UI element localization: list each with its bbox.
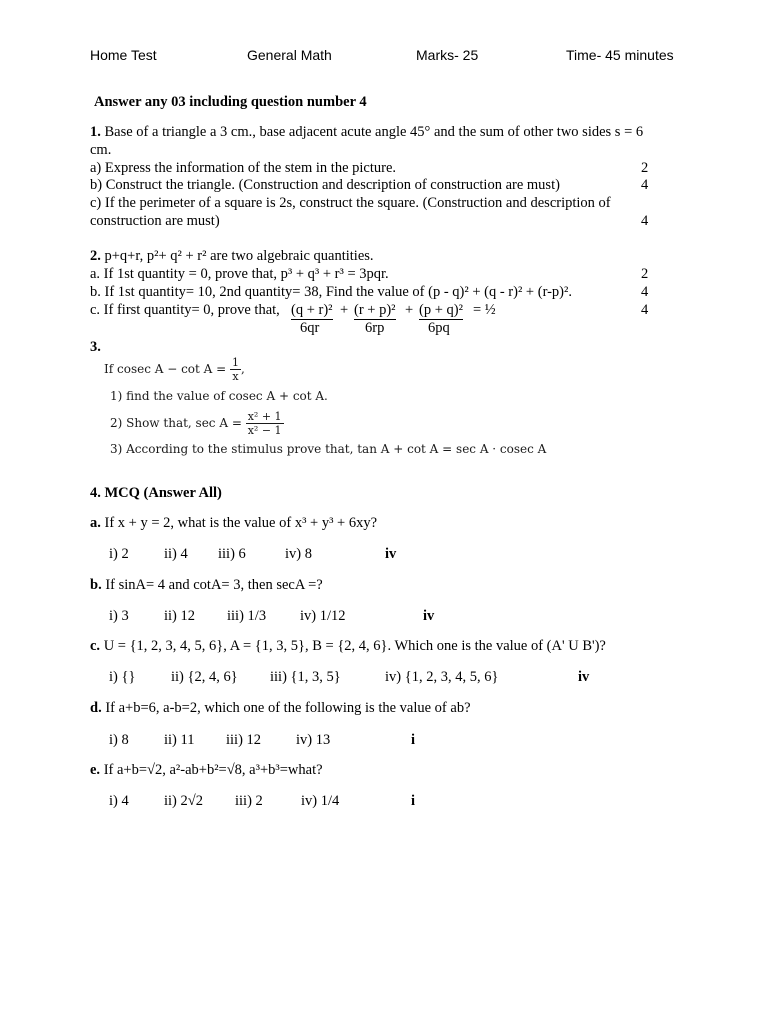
q3-stem xyxy=(104,357,245,382)
mcq-d-answer: i xyxy=(411,732,416,748)
mcq-c-answer: iv xyxy=(578,669,590,685)
q3-stem-fraction-den: x xyxy=(232,370,239,383)
q2-c-term1: (q + r)² xyxy=(291,302,333,318)
q3-item-1: 1) find the value of cosec A + cot A. xyxy=(110,389,328,403)
q3-number: 3. xyxy=(90,339,101,355)
q2-c-plus1: + xyxy=(340,302,349,318)
q2-c-term2: (r + p)² xyxy=(354,302,396,318)
mcq-a-option-3: iii) 6 xyxy=(218,546,246,562)
q2-part-a: a. If 1st quantity = 0, prove that, p³ + q³ + r³ = 3pqr. xyxy=(90,266,389,282)
q1-part-c-line1: c) If the perimeter of a square is 2s, construct the square. (Construction and description of xyxy=(90,195,611,211)
mcq-b-option-1: i) 3 xyxy=(109,608,129,624)
mcq-d-label: d. xyxy=(90,700,102,716)
mcq-b-option-2: ii) 12 xyxy=(164,608,196,624)
q1-stem-line2: cm. xyxy=(90,142,112,158)
mcq-item-d xyxy=(90,700,471,717)
mcq-a-option-2: ii) 4 xyxy=(164,546,188,562)
q2-c-denominator3: 6pq xyxy=(428,320,450,336)
q3-stem-comma: , xyxy=(241,362,245,376)
mcq-e-question: If a+b=√2, a²-ab+b²=√8, a³+b³=what? xyxy=(103,762,323,778)
mcq-c-option-3: iii) {1, 3, 5} xyxy=(270,669,341,685)
q2-part-b-mark: 4 xyxy=(641,284,649,300)
q2-stem: p+q+r, p²+ q² + r² are two algebraic quantities. xyxy=(104,248,374,264)
mcq-b-option-4: iv) 1/12 xyxy=(300,608,346,624)
mcq-c-option-2: ii) {2, 4, 6} xyxy=(171,669,238,685)
mcq-c-option-1: i) {} xyxy=(109,669,136,685)
mcq-e-option-4: iv) 1/4 xyxy=(301,793,340,809)
q2-c-term3: (p + q)² xyxy=(419,302,463,318)
header-time: Time- 45 minutes xyxy=(566,47,674,63)
mcq-e-answer: i xyxy=(411,793,416,809)
q4-title: 4. MCQ (Answer All) xyxy=(90,485,222,501)
q3-stem-fraction xyxy=(230,357,241,382)
mcq-b-label: b. xyxy=(90,577,102,593)
q2-part-b: b. If 1st quantity= 10, 2nd quantity= 38, Find the value of (p - q)² + (q - r)² + (r-p)². xyxy=(90,284,572,300)
q1-part-b: b) Construct the triangle. (Construction and description of construction are must) xyxy=(90,177,560,193)
mcq-a-option-1: i) 2 xyxy=(109,546,129,562)
mcq-a-option-4: iv) 8 xyxy=(285,546,312,562)
q2-part-c-prefix: c. If first quantity= 0, prove that, xyxy=(90,302,280,318)
mcq-item-b xyxy=(90,577,323,594)
q3-item-2-fraction-den: x² − 1 xyxy=(247,424,282,437)
q1-part-c-line2: construction are must) xyxy=(90,213,220,229)
mcq-d-option-1: i) 8 xyxy=(109,732,129,748)
q1-part-a-mark: 2 xyxy=(641,160,649,176)
mcq-a-answer: iv xyxy=(385,546,397,562)
header-test-name: Home Test xyxy=(90,47,157,63)
header-subject: General Math xyxy=(247,47,332,63)
q1-part-c-mark: 4 xyxy=(641,213,649,229)
q3-stem-text: If cosec A − cot A = xyxy=(104,362,227,376)
q2-part-c-mark: 4 xyxy=(641,302,649,318)
header-marks: Marks- 25 xyxy=(416,47,479,63)
q1-stem-line1 xyxy=(90,124,643,141)
q3-item-2 xyxy=(110,411,284,436)
mcq-e-option-2: ii) 2√2 xyxy=(164,793,203,809)
mcq-item-e xyxy=(90,762,323,779)
q3-item-3: 3) According to the stimulus prove that, tan A + cot A = sec A · cosec A xyxy=(110,442,547,456)
q3-item-2-fraction xyxy=(246,411,284,436)
mcq-a-question: If x + y = 2, what is the value of x³ + y³ + 6xy? xyxy=(104,515,378,531)
mcq-d-option-4: iv) 13 xyxy=(296,732,331,748)
mcq-e-option-1: i) 4 xyxy=(109,793,129,809)
mcq-c-question: U = {1, 2, 3, 4, 5, 6}, A = {1, 3, 5}, B = {2, 4, 6}. Which one is the value of (A' U B')? xyxy=(103,638,606,654)
q2-c-denominator2: 6rp xyxy=(365,320,385,336)
instruction: Answer any 03 including question number 4 xyxy=(94,94,367,110)
mcq-b-option-3: iii) 1/3 xyxy=(227,608,267,624)
mcq-c-option-4: iv) {1, 2, 3, 4, 5, 6} xyxy=(385,669,499,685)
mcq-b-question: If sinA= 4 and cotA= 3, then secA =? xyxy=(105,577,323,593)
mcq-b-answer: iv xyxy=(423,608,435,624)
q1-part-a: a) Express the information of the stem in the picture. xyxy=(90,160,397,176)
q2-c-plus2: + xyxy=(405,302,414,318)
q2-c-equals-half: = ½ xyxy=(473,302,496,318)
q3-item-2-text: 2) Show that, sec A = xyxy=(110,416,242,430)
q1-stem: Base of a triangle a 3 cm., base adjacent acute angle 45° and the sum of other two sides s = 6 xyxy=(104,124,644,140)
mcq-e-option-3: iii) 2 xyxy=(235,793,263,809)
q1-number: 1. xyxy=(90,124,101,140)
mcq-c-label: c. xyxy=(90,638,101,654)
mcq-d-question: If a+b=6, a-b=2, which one of the following is the value of ab? xyxy=(105,700,471,716)
mcq-item-a xyxy=(90,515,377,532)
mcq-a-label: a. xyxy=(90,515,101,531)
q2-c-denominator1: 6qr xyxy=(300,320,320,336)
mcq-e-label: e. xyxy=(90,762,101,778)
mcq-d-option-3: iii) 12 xyxy=(226,732,262,748)
mcq-item-c xyxy=(90,638,606,655)
q3-stem-fraction-num: 1 xyxy=(232,356,240,369)
q3-item-2-fraction-num: x² + 1 xyxy=(247,410,282,423)
q2-number: 2. xyxy=(90,248,101,264)
q2-part-a-mark: 2 xyxy=(641,266,649,282)
mcq-d-option-2: ii) 11 xyxy=(164,732,195,748)
q2-stem-line xyxy=(90,248,374,265)
q1-part-b-mark: 4 xyxy=(641,177,649,193)
